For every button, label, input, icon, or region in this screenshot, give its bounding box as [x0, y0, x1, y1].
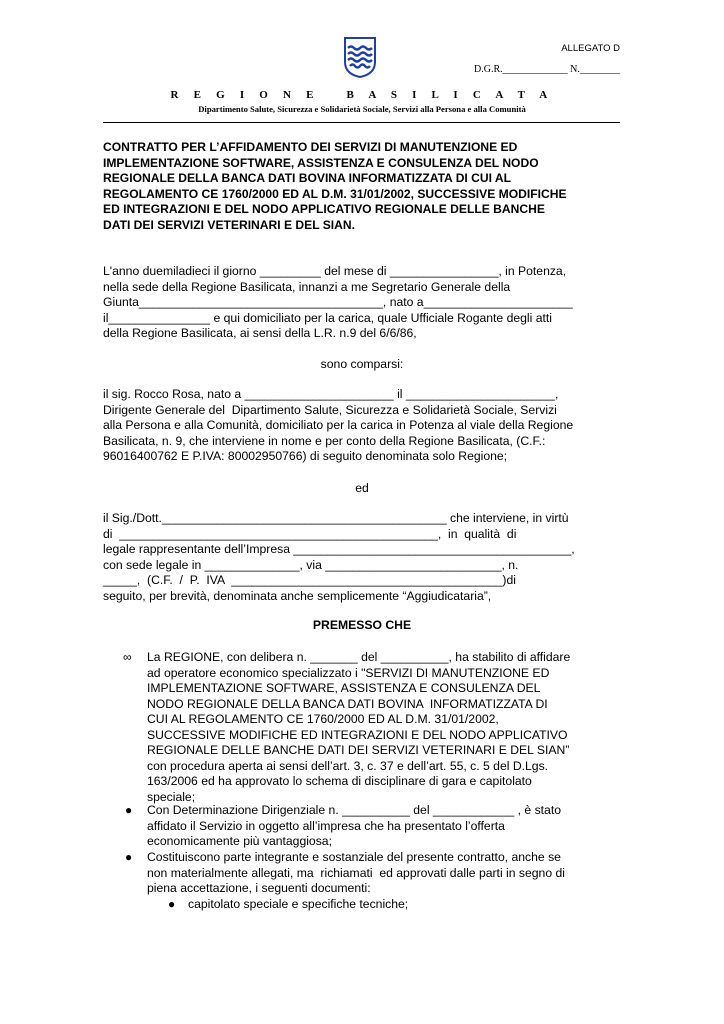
title-line: REGIONALE DELLA BANCA DATI BOVINA INFORMATIZZATA DI CUI AL — [103, 171, 512, 185]
contractor-paragraph: il Sig./Dott.__________________________________________ che interviene, in virtù di _______________________________________________, in qualità di legale rappresentante dell’Impresa _________________________________________, con sede legale in ______________, via __________________________, n. _____, (C.F. / P. IVA ________________________________________)di seguito, per brevità, denominata anche semplicemente “Aggiudicataria”, — [103, 511, 575, 603]
department-name: Dipartimento Salute, Sicurezza e Solidarietà Sociale, Servizi alla Persona e alla Comunità — [198, 104, 526, 114]
contract-title — [103, 140, 620, 233]
list-item: Costituiscono parte integrante e sostanziale del presente contratto, anche se non materialmente allegati, ma richiamati ed approvati dalle parti in segno di piena accettazione, i seguenti documenti: — [147, 850, 565, 895]
premesso-heading: PREMESSO CHE — [312, 618, 412, 632]
intro-paragraph: L'anno duemiladieci il giorno _________ del mese di ________________, in Potenza, nella sede della Regione Basilicata, innanzi a me Segretario Generale della Giunta____________________________________, nato a______________________ il_______________ e qui domiciliato per la carica, quale Ufficiale Rogante degli atti della Regione Basilicata, ai sensi della L.R. n.9 del 6/6/86, — [103, 264, 573, 341]
list-item: La REGIONE, con delibera n. _______ del __________, ha stabilito di affidare ad operatore economico specializzato i "SERVIZI DI MANUTENZIONE ED IMPLEMENTAZIONE SOFTWARE, ASSISTENZA E CONSULENZA DEL NODO REGIONALE DELLA BANCA DATI BOVINA INFORMATIZZATA DI CUI AL REGOLAMENTO CE 1760/2000 ED AL D.M. 31/01/2002, SUCCESSIVE MODIFICHE ED INTEGRAZIONI E DEL NODO APPLICATIVO REGIONALE DELLE BANCHE DATI DEI SERVIZI VETERINARI E DEL SIAN” con procedura aperta ai sensi dell’art. 3, c. 37 e dell’art. 55, c. 5 del D.Lgs. 163/2006 ed ha approvato lo schema di disciplinare di gara e capitolato speciale; — [147, 650, 571, 804]
dgr-reference: D.G.R._____________ N.________ — [474, 64, 620, 75]
sub-list-item: capitolato speciale e specifiche tecniche; — [188, 897, 409, 911]
list-item: Con Determinazione Dirigenziale n. __________ del ____________ , è stato affidato il Servizio in oggetto all’impresa che ha presentato l’offerta economicamente più vantaggiosa; — [147, 803, 561, 848]
title-line: DATI DEI SERVIZI VETERINARI E DEL SIAN. — [103, 217, 355, 232]
bullet-icon: ● — [125, 803, 133, 817]
title-line: CONTRATTO PER L’AFFIDAMENTO DEI SERVIZI DI MANUTENZIONE ED — [103, 140, 518, 154]
rocco-rosa-paragraph: il sig. Rocco Rosa, nato a ______________________ il ______________________, Dirigente Generale del Dipartimento Salute, Sicurezza e Solidarietà Sociale, Servizi alla Persona e alla Comunità, domiciliato per la carica in Potenza al viale della Regione Basilicata, n. 9, che interviene in nome e per conto della Regione Basilicata, (C.F.: 96016400762 E P.IVA: 80002950766) di seguito denominata solo Regione; — [103, 387, 574, 464]
bullet-icon: ● — [125, 850, 133, 864]
sono-comparsi-heading: sono comparsi: — [320, 357, 404, 371]
title-line: REGOLAMENTO CE 1760/2000 ED AL D.M. 31/01/2002, SUCCESSIVE MODIFICHE — [103, 186, 567, 201]
ed-connector: ed — [355, 481, 369, 495]
title-line: IMPLEMENTAZIONE SOFTWARE, ASSISTENZA E CONSULENZA DEL NODO — [103, 155, 539, 170]
title-line: ED INTEGRAZIONI E DEL NODO APPLICATIVO REGIONALE DELLE BANCHE — [103, 202, 545, 216]
infinity-bullet-icon: ∞ — [123, 650, 132, 664]
region-name: R E G I O N E B A S I L I C A T A — [170, 89, 554, 101]
header-divider — [103, 122, 620, 123]
allegato-label: ALLEGATO D — [561, 43, 620, 54]
bullet-icon: ● — [168, 897, 176, 911]
basilicata-coat-of-arms-icon — [343, 36, 377, 78]
